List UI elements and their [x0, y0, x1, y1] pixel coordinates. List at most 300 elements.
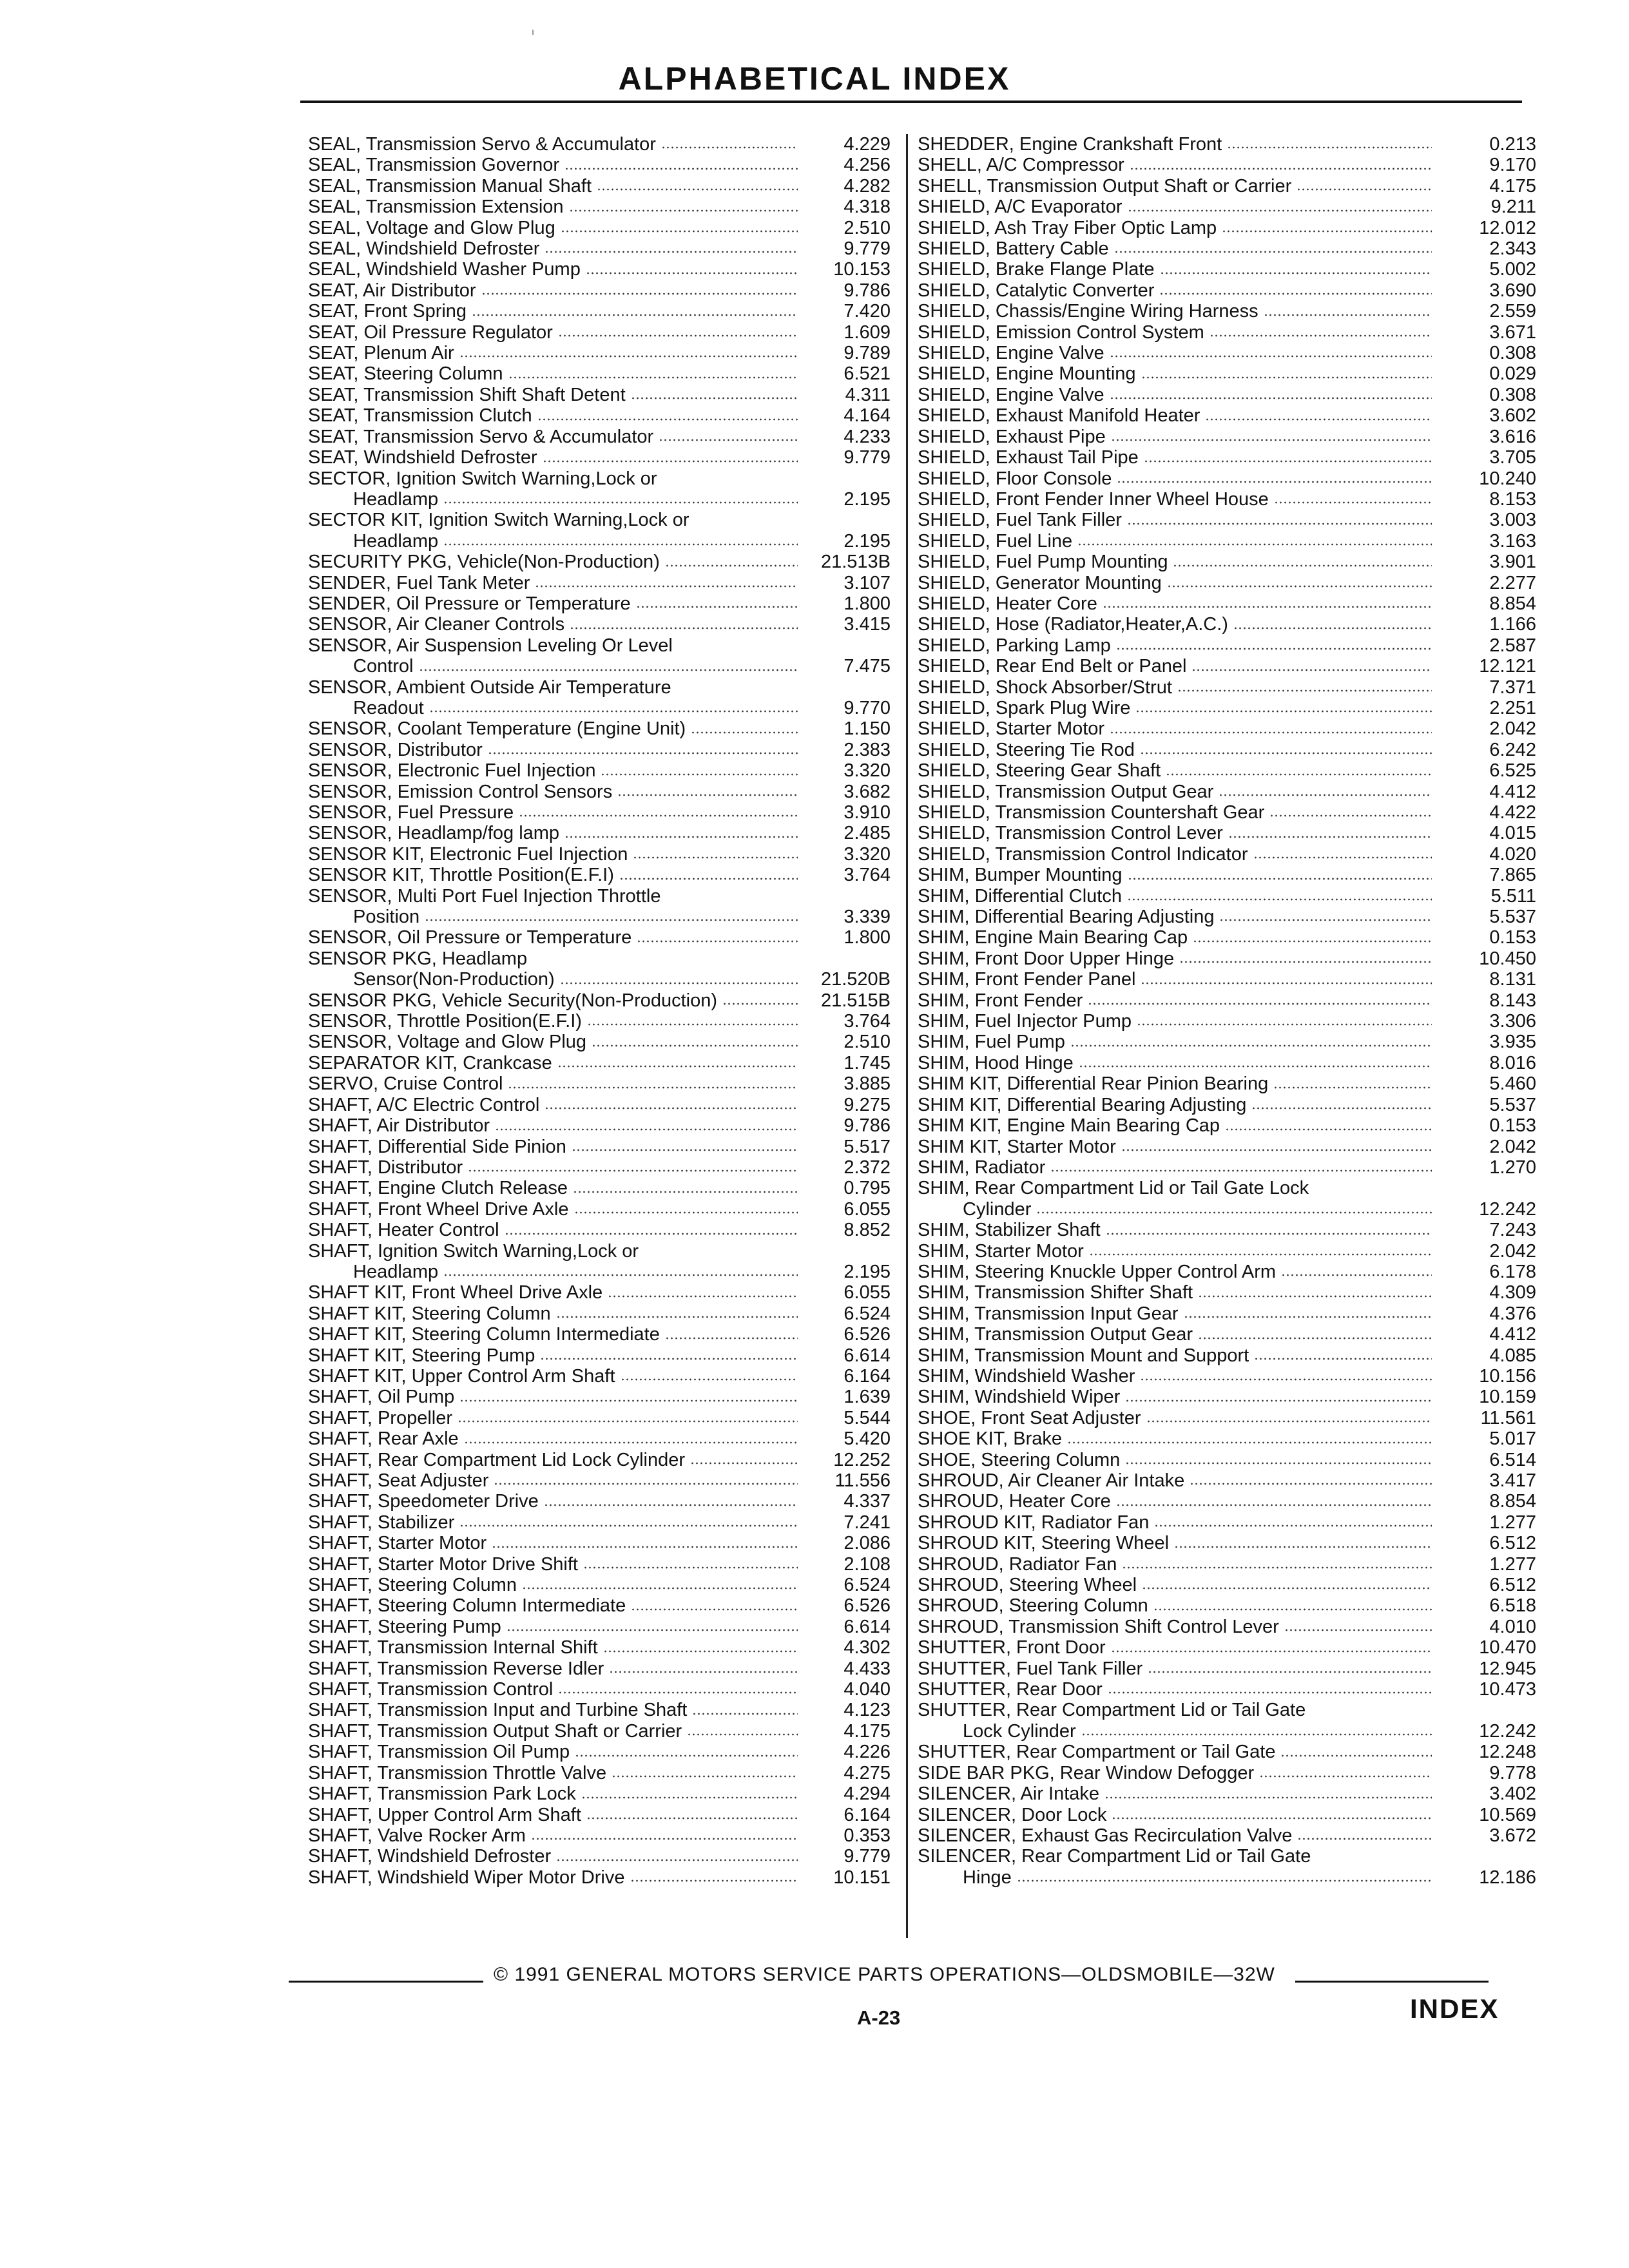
- entry-page-ref: 1.150: [843, 718, 891, 740]
- entry-text: [308, 1805, 805, 1825]
- entry-label: SHIM, Starter Motor: [918, 1240, 1084, 1262]
- entry-page-ref: 10.153: [833, 259, 891, 280]
- entry-text: [308, 1783, 805, 1804]
- index-entry: [308, 782, 891, 802]
- entry-continuation-line: [308, 489, 805, 510]
- entry-text: [918, 468, 1440, 489]
- dot-leader: [1281, 1273, 1432, 1277]
- index-entry: [308, 176, 891, 197]
- entry-text: [308, 1199, 805, 1220]
- index-entry: [308, 322, 891, 343]
- dot-leader: [609, 1670, 798, 1674]
- dot-leader: [1112, 1816, 1432, 1820]
- entry-text: [918, 1241, 1440, 1262]
- entry-continuation-line: [308, 969, 805, 990]
- entry-page-ref: 2.195: [843, 530, 891, 552]
- index-entry: [308, 1241, 891, 1283]
- dot-leader: [692, 1712, 798, 1716]
- dot-leader: [1222, 229, 1432, 233]
- dot-leader: [1173, 564, 1432, 568]
- entry-label: SEAL, Transmission Extension: [308, 197, 564, 218]
- entry-text: [918, 405, 1440, 426]
- index-entry: [918, 1491, 1536, 1512]
- dot-leader: [1017, 1879, 1432, 1883]
- index-entry: [918, 1575, 1536, 1595]
- dot-leader: [543, 459, 798, 463]
- dot-leader: [1036, 1211, 1432, 1215]
- entry-label: SENSOR, Air Suspension Leveling Or Level: [308, 635, 673, 656]
- entry-text: [308, 1867, 805, 1888]
- entry-text: [308, 322, 805, 343]
- entry-continuation: Cylinder: [963, 1198, 1032, 1220]
- entry-label: SEAT, Oil Pressure Regulator: [308, 322, 553, 343]
- dot-leader: [1144, 459, 1432, 463]
- dot-leader: [1154, 1524, 1432, 1528]
- index-entry: [308, 1867, 891, 1888]
- dot-leader: [612, 1774, 798, 1778]
- index-entry: [918, 1679, 1536, 1700]
- dot-leader: [443, 501, 798, 505]
- entry-text: [918, 1408, 1440, 1428]
- dot-leader: [1198, 1294, 1432, 1298]
- entry-label: SEAL, Transmission Manual Shaft: [308, 175, 592, 197]
- index-entry: [308, 155, 891, 175]
- index-entry: [918, 176, 1536, 197]
- entry-text: [918, 927, 1440, 948]
- entry-page-ref: 5.017: [1489, 1428, 1536, 1450]
- entry-label: SHAFT, Rear Compartment Lid Lock Cylinder: [308, 1449, 686, 1470]
- index-entry: [918, 1032, 1536, 1052]
- entry-text: [308, 1303, 805, 1324]
- entry-page-ref: 2.559: [1489, 301, 1536, 322]
- entry-text: [308, 1617, 805, 1637]
- entry-page-ref: 5.517: [843, 1136, 891, 1157]
- entry-label: SHAFT, Stabilizer: [308, 1512, 455, 1533]
- dot-leader: [537, 418, 798, 421]
- entry-label: SHAFT, Speedometer Drive: [308, 1491, 539, 1512]
- entry-label: SHUTTER, Fuel Tank Filler: [918, 1658, 1143, 1679]
- entry-page-ref: 2.372: [843, 1157, 891, 1178]
- entry-text: [308, 427, 805, 447]
- index-entry: [918, 1617, 1536, 1637]
- index-entry: [918, 1303, 1536, 1324]
- entry-text: [308, 218, 805, 238]
- entry-text: [918, 1554, 1440, 1575]
- entry-text: [308, 1595, 805, 1616]
- index-column-left: [308, 134, 891, 1888]
- entry-text: [918, 218, 1440, 238]
- entry-text: [308, 259, 805, 280]
- index-entry: [918, 280, 1536, 301]
- dot-leader: [722, 1002, 798, 1006]
- entry-label: SHOE, Front Seat Adjuster: [918, 1407, 1141, 1428]
- entry-continuation: Headlamp: [353, 488, 439, 510]
- index-entry: [918, 1700, 1536, 1742]
- entry-label: SEAT, Transmission Clutch: [308, 405, 532, 427]
- dot-leader: [519, 814, 798, 818]
- index-entry: [918, 1805, 1536, 1825]
- index-entry: [308, 1595, 891, 1616]
- index-entry: [918, 886, 1536, 907]
- index-entry: [918, 1137, 1536, 1157]
- entry-page-ref: 21.515B: [820, 990, 891, 1011]
- entry-label: SHIELD, Starter Motor: [918, 718, 1105, 740]
- entry-continuation: Headlamp: [353, 530, 439, 552]
- entry-label: SHAFT, Transmission Reverse Idler: [308, 1658, 604, 1679]
- entry-text: [918, 948, 1440, 969]
- entry-page-ref: 4.175: [843, 1720, 891, 1742]
- entry-page-ref: 5.460: [1489, 1073, 1536, 1095]
- entry-label: SHAFT, Steering Column Intermediate: [308, 1595, 626, 1617]
- dot-leader: [556, 1315, 798, 1319]
- index-entry: [918, 1825, 1536, 1846]
- index-entry: [918, 531, 1536, 552]
- entry-label: SENSOR, Fuel Pressure: [308, 802, 514, 823]
- entry-page-ref: 5.420: [843, 1428, 891, 1450]
- entry-text: [308, 886, 805, 928]
- dot-leader: [544, 1503, 798, 1507]
- dot-leader: [557, 1064, 798, 1068]
- dot-leader: [1297, 1837, 1432, 1841]
- dot-leader: [1137, 1023, 1432, 1026]
- entry-text: [918, 1178, 1440, 1220]
- dot-leader: [419, 668, 798, 672]
- index-column-right: [918, 134, 1536, 1888]
- entry-text: [308, 1157, 805, 1178]
- entry-label: SHAFT, Rear Axle: [308, 1428, 459, 1450]
- index-entry: [308, 1470, 891, 1491]
- dot-leader: [1219, 918, 1432, 922]
- dot-leader: [545, 1106, 798, 1110]
- index-entry: [308, 948, 891, 990]
- entry-page-ref: 3.901: [1489, 552, 1536, 573]
- entry-label: SHIM, Differential Clutch: [918, 885, 1122, 907]
- entry-text: [918, 614, 1440, 635]
- dot-leader: [1153, 1608, 1432, 1611]
- index-entry: [308, 301, 891, 322]
- entry-page-ref: 5.511: [1490, 885, 1536, 907]
- index-entry: [918, 969, 1536, 990]
- dot-leader: [1259, 1774, 1432, 1778]
- entry-text: [918, 259, 1440, 280]
- entry-label: SHAFT, Propeller: [308, 1407, 453, 1428]
- entry-text: [308, 1387, 805, 1407]
- entry-page-ref: 6.614: [843, 1616, 891, 1637]
- entry-page-ref: 5.544: [843, 1407, 891, 1428]
- dot-leader: [1081, 1733, 1432, 1736]
- entry-text: [308, 948, 805, 990]
- entry-text: [918, 1303, 1440, 1324]
- entry-text: [918, 1032, 1440, 1052]
- entry-text: [308, 1115, 805, 1136]
- entry-label: SHIM, Fuel Injector Pump: [918, 1011, 1132, 1032]
- entry-text: [918, 1450, 1440, 1470]
- dot-leader: [1184, 1315, 1432, 1319]
- index-entry: [308, 1637, 891, 1658]
- entry-text: [308, 1512, 805, 1533]
- index-entry: [918, 1554, 1536, 1575]
- index-entry: [918, 656, 1536, 677]
- dot-leader: [661, 146, 798, 149]
- index-entry: [918, 1345, 1536, 1366]
- index-entry: [918, 718, 1536, 739]
- index-entry: [308, 1011, 891, 1032]
- entry-text: [918, 1512, 1440, 1533]
- dot-leader: [564, 167, 798, 171]
- index-entry: [308, 134, 891, 155]
- entry-page-ref: 2.587: [1489, 635, 1536, 656]
- entry-label: SEAL, Windshield Washer Pump: [308, 259, 581, 280]
- index-entry: [918, 322, 1536, 343]
- dot-leader: [665, 1336, 798, 1340]
- entry-text: [918, 990, 1440, 1011]
- entry-label: SHELL, Transmission Output Shaft or Carrier: [918, 175, 1292, 197]
- entry-page-ref: 4.318: [843, 197, 891, 218]
- entry-text: [918, 1595, 1440, 1616]
- dot-leader: [1280, 1754, 1432, 1758]
- dot-leader: [540, 1357, 798, 1361]
- index-entry: [918, 614, 1536, 635]
- index-entry: [308, 1220, 891, 1240]
- index-entry: [308, 865, 891, 885]
- entry-page-ref: 1.745: [843, 1052, 891, 1073]
- index-entry: [918, 635, 1536, 656]
- entry-text: [918, 280, 1440, 301]
- entry-page-ref: 4.337: [843, 1491, 891, 1512]
- index-entry: [918, 990, 1536, 1011]
- entry-text: [308, 1011, 805, 1032]
- entry-label: SHIM, Bumper Mounting: [918, 865, 1123, 886]
- entry-label: SHAFT, Differential Side Pinion: [308, 1136, 566, 1157]
- entry-label: SECTOR KIT, Ignition Switch Warning,Lock or: [308, 510, 689, 531]
- entry-text: [308, 1470, 805, 1491]
- entry-label: SHOE, Steering Column: [918, 1449, 1121, 1470]
- entry-page-ref: 1.277: [1489, 1553, 1536, 1575]
- dot-leader: [1191, 668, 1432, 672]
- entry-page-ref: 7.865: [1489, 865, 1536, 886]
- entry-text: [308, 1721, 805, 1742]
- entry-label: SENSOR, Emission Control Sensors: [308, 781, 613, 802]
- entry-label: SHAFT, Distributor: [308, 1157, 463, 1178]
- entry-continuation-line: [918, 1199, 1440, 1220]
- entry-label: SEAT, Steering Column: [308, 363, 503, 385]
- dot-leader: [1089, 1253, 1432, 1256]
- index-entry: [918, 1595, 1536, 1616]
- index-entry: [308, 1199, 891, 1220]
- entry-text: [308, 1763, 805, 1783]
- entry-page-ref: 8.852: [843, 1220, 891, 1241]
- dot-leader: [587, 1023, 798, 1026]
- entry-label: SENSOR, Voltage and Glow Plug: [308, 1032, 587, 1053]
- entry-label: SHIM KIT, Starter Motor: [918, 1136, 1116, 1157]
- entry-page-ref: 9.779: [843, 447, 891, 468]
- entry-page-ref: 10.151: [833, 1867, 891, 1888]
- dot-leader: [495, 1128, 798, 1131]
- index-entry: [308, 573, 891, 593]
- entry-page-ref: 4.282: [843, 175, 891, 197]
- entry-label: SHROUD, Heater Core: [918, 1491, 1111, 1512]
- entry-text: [308, 593, 805, 614]
- entry-continuation: Position: [353, 907, 420, 928]
- entry-page-ref: 0.213: [1489, 134, 1536, 155]
- entry-page-ref: 3.339: [843, 907, 891, 928]
- dot-leader: [1142, 1586, 1432, 1590]
- entry-page-ref: 8.143: [1489, 990, 1536, 1011]
- dot-leader: [1127, 522, 1432, 526]
- index-entry: [308, 614, 891, 635]
- dot-leader: [1205, 418, 1432, 421]
- entry-page-ref: 12.242: [1479, 1720, 1536, 1742]
- dot-leader: [636, 605, 798, 609]
- dot-leader: [1253, 856, 1432, 860]
- index-entry: [918, 1366, 1536, 1387]
- entry-text: [308, 552, 805, 572]
- index-entry: [918, 948, 1536, 969]
- dot-leader: [1114, 250, 1432, 254]
- entry-label: SEPARATOR KIT, Crankcase: [308, 1052, 552, 1073]
- index-entry: [918, 865, 1536, 885]
- index-entry: [918, 1512, 1536, 1533]
- title-rule: [300, 101, 1522, 103]
- entry-page-ref: 0.029: [1489, 363, 1536, 385]
- dot-leader: [621, 1378, 798, 1381]
- dot-leader: [1125, 1399, 1432, 1403]
- dot-leader: [630, 1879, 798, 1883]
- page-number: A-23: [857, 2006, 901, 2029]
- entry-label: SHAFT, Oil Pump: [308, 1387, 455, 1408]
- entry-text: [918, 531, 1440, 552]
- dot-leader: [443, 543, 798, 546]
- entry-text: [308, 1032, 805, 1052]
- entry-text: [918, 1387, 1440, 1407]
- entry-page-ref: 12.012: [1479, 217, 1536, 238]
- entry-text: [918, 1575, 1440, 1595]
- page-title: ALPHABETICAL INDEX: [618, 61, 1011, 97]
- entry-text: [308, 1366, 805, 1387]
- index-entry: [918, 927, 1536, 948]
- index-entry: [918, 802, 1536, 823]
- dot-leader: [425, 918, 798, 922]
- entry-label: SHIELD, Steering Tie Rod: [918, 739, 1135, 760]
- entry-label: SENSOR, Distributor: [308, 739, 483, 760]
- index-entry: [918, 1053, 1536, 1073]
- entry-page-ref: 3.402: [1489, 1783, 1536, 1805]
- entry-text: [918, 802, 1440, 823]
- entry-page-ref: 9.786: [843, 1115, 891, 1137]
- entry-text: [918, 907, 1440, 927]
- entry-page-ref: 2.042: [1489, 1240, 1536, 1262]
- dot-leader: [1116, 647, 1432, 651]
- entry-text: [308, 760, 805, 781]
- entry-page-ref: 4.294: [843, 1783, 891, 1805]
- dot-leader: [1167, 584, 1432, 588]
- entry-label: SHUTTER, Rear Door: [918, 1679, 1103, 1700]
- entry-label: SHAFT KIT, Front Wheel Drive Axle: [308, 1282, 603, 1303]
- entry-label: SENSOR, Multi Port Fuel Injection Throttle: [308, 885, 661, 907]
- dot-leader: [1177, 689, 1432, 693]
- entry-text: [918, 698, 1440, 718]
- entry-text: [918, 1637, 1440, 1658]
- entry-label: SHIELD, Steering Gear Shaft: [918, 760, 1161, 782]
- entry-page-ref: 3.003: [1489, 510, 1536, 531]
- dot-leader: [560, 981, 798, 985]
- index-entry: [308, 1846, 891, 1867]
- entry-page-ref: 6.524: [843, 1303, 891, 1324]
- index-entry: [308, 1763, 891, 1783]
- index-entry: [308, 927, 891, 948]
- entry-page-ref: 0.308: [1489, 343, 1536, 364]
- entry-label: SILENCER, Exhaust Gas Recirculation Valve: [918, 1825, 1293, 1846]
- index-entry: [308, 718, 891, 739]
- dot-leader: [1174, 1545, 1432, 1549]
- entry-page-ref: 9.275: [843, 1094, 891, 1115]
- dot-leader: [1179, 960, 1432, 964]
- entry-page-ref: 6.055: [843, 1198, 891, 1220]
- dot-leader: [569, 209, 798, 213]
- entry-label: SHIELD, Brake Flange Plate: [918, 259, 1155, 280]
- index-entry: [918, 760, 1536, 781]
- entry-text: [308, 155, 805, 175]
- entry-page-ref: 3.616: [1489, 426, 1536, 447]
- entry-label: SHROUD KIT, Steering Wheel: [918, 1533, 1170, 1554]
- index-entry: [918, 238, 1536, 259]
- entry-page-ref: 21.520B: [820, 969, 891, 990]
- dot-leader: [1130, 167, 1432, 171]
- entry-text: [918, 1742, 1440, 1762]
- entry-label: SHIM, Windshield Wiper: [918, 1387, 1121, 1408]
- entry-text: [918, 1366, 1440, 1387]
- dot-leader: [1227, 146, 1432, 149]
- index-entry: [308, 1721, 891, 1742]
- index-entry: [308, 990, 891, 1011]
- dot-leader: [608, 1294, 798, 1298]
- entry-label: SHEDDER, Engine Crankshaft Front: [918, 134, 1222, 155]
- entry-page-ref: 9.779: [843, 1846, 891, 1867]
- index-entry: [918, 1324, 1536, 1345]
- index-entry: [918, 782, 1536, 802]
- entry-text: [918, 1658, 1440, 1679]
- entry-label: SHIELD, Ash Tray Fiber Optic Lamp: [918, 217, 1217, 238]
- entry-continuation: Headlamp: [353, 1261, 439, 1282]
- entry-label: SHIELD, Transmission Output Gear: [918, 781, 1214, 802]
- entry-page-ref: 2.383: [843, 739, 891, 760]
- entry-label: SHIELD, Engine Valve: [918, 384, 1104, 405]
- index-entry: [308, 1533, 891, 1553]
- entry-continuation-line: [308, 531, 805, 552]
- dot-leader: [535, 584, 798, 588]
- dot-leader: [1111, 1649, 1432, 1653]
- index-entry: [918, 1763, 1536, 1783]
- dot-leader: [631, 396, 798, 400]
- entry-text: [918, 385, 1440, 405]
- dot-leader: [1273, 1086, 1432, 1090]
- entry-text: [308, 1700, 805, 1720]
- entry-label: SENSOR, Oil Pressure or Temperature: [308, 927, 632, 948]
- entry-page-ref: 11.561: [1480, 1407, 1536, 1428]
- entry-text: [918, 1073, 1440, 1094]
- dot-leader: [464, 1441, 798, 1445]
- entry-page-ref: 10.240: [1479, 468, 1536, 489]
- entry-text: [918, 1115, 1440, 1136]
- dot-leader: [508, 376, 798, 380]
- index-entry: [918, 405, 1536, 426]
- index-entry: [308, 1825, 891, 1846]
- dot-leader: [687, 1733, 798, 1736]
- entry-label: SHAFT, Transmission Control: [308, 1679, 554, 1700]
- dot-leader: [586, 271, 798, 275]
- index-entry: [308, 1450, 891, 1470]
- entry-text: [308, 1095, 805, 1115]
